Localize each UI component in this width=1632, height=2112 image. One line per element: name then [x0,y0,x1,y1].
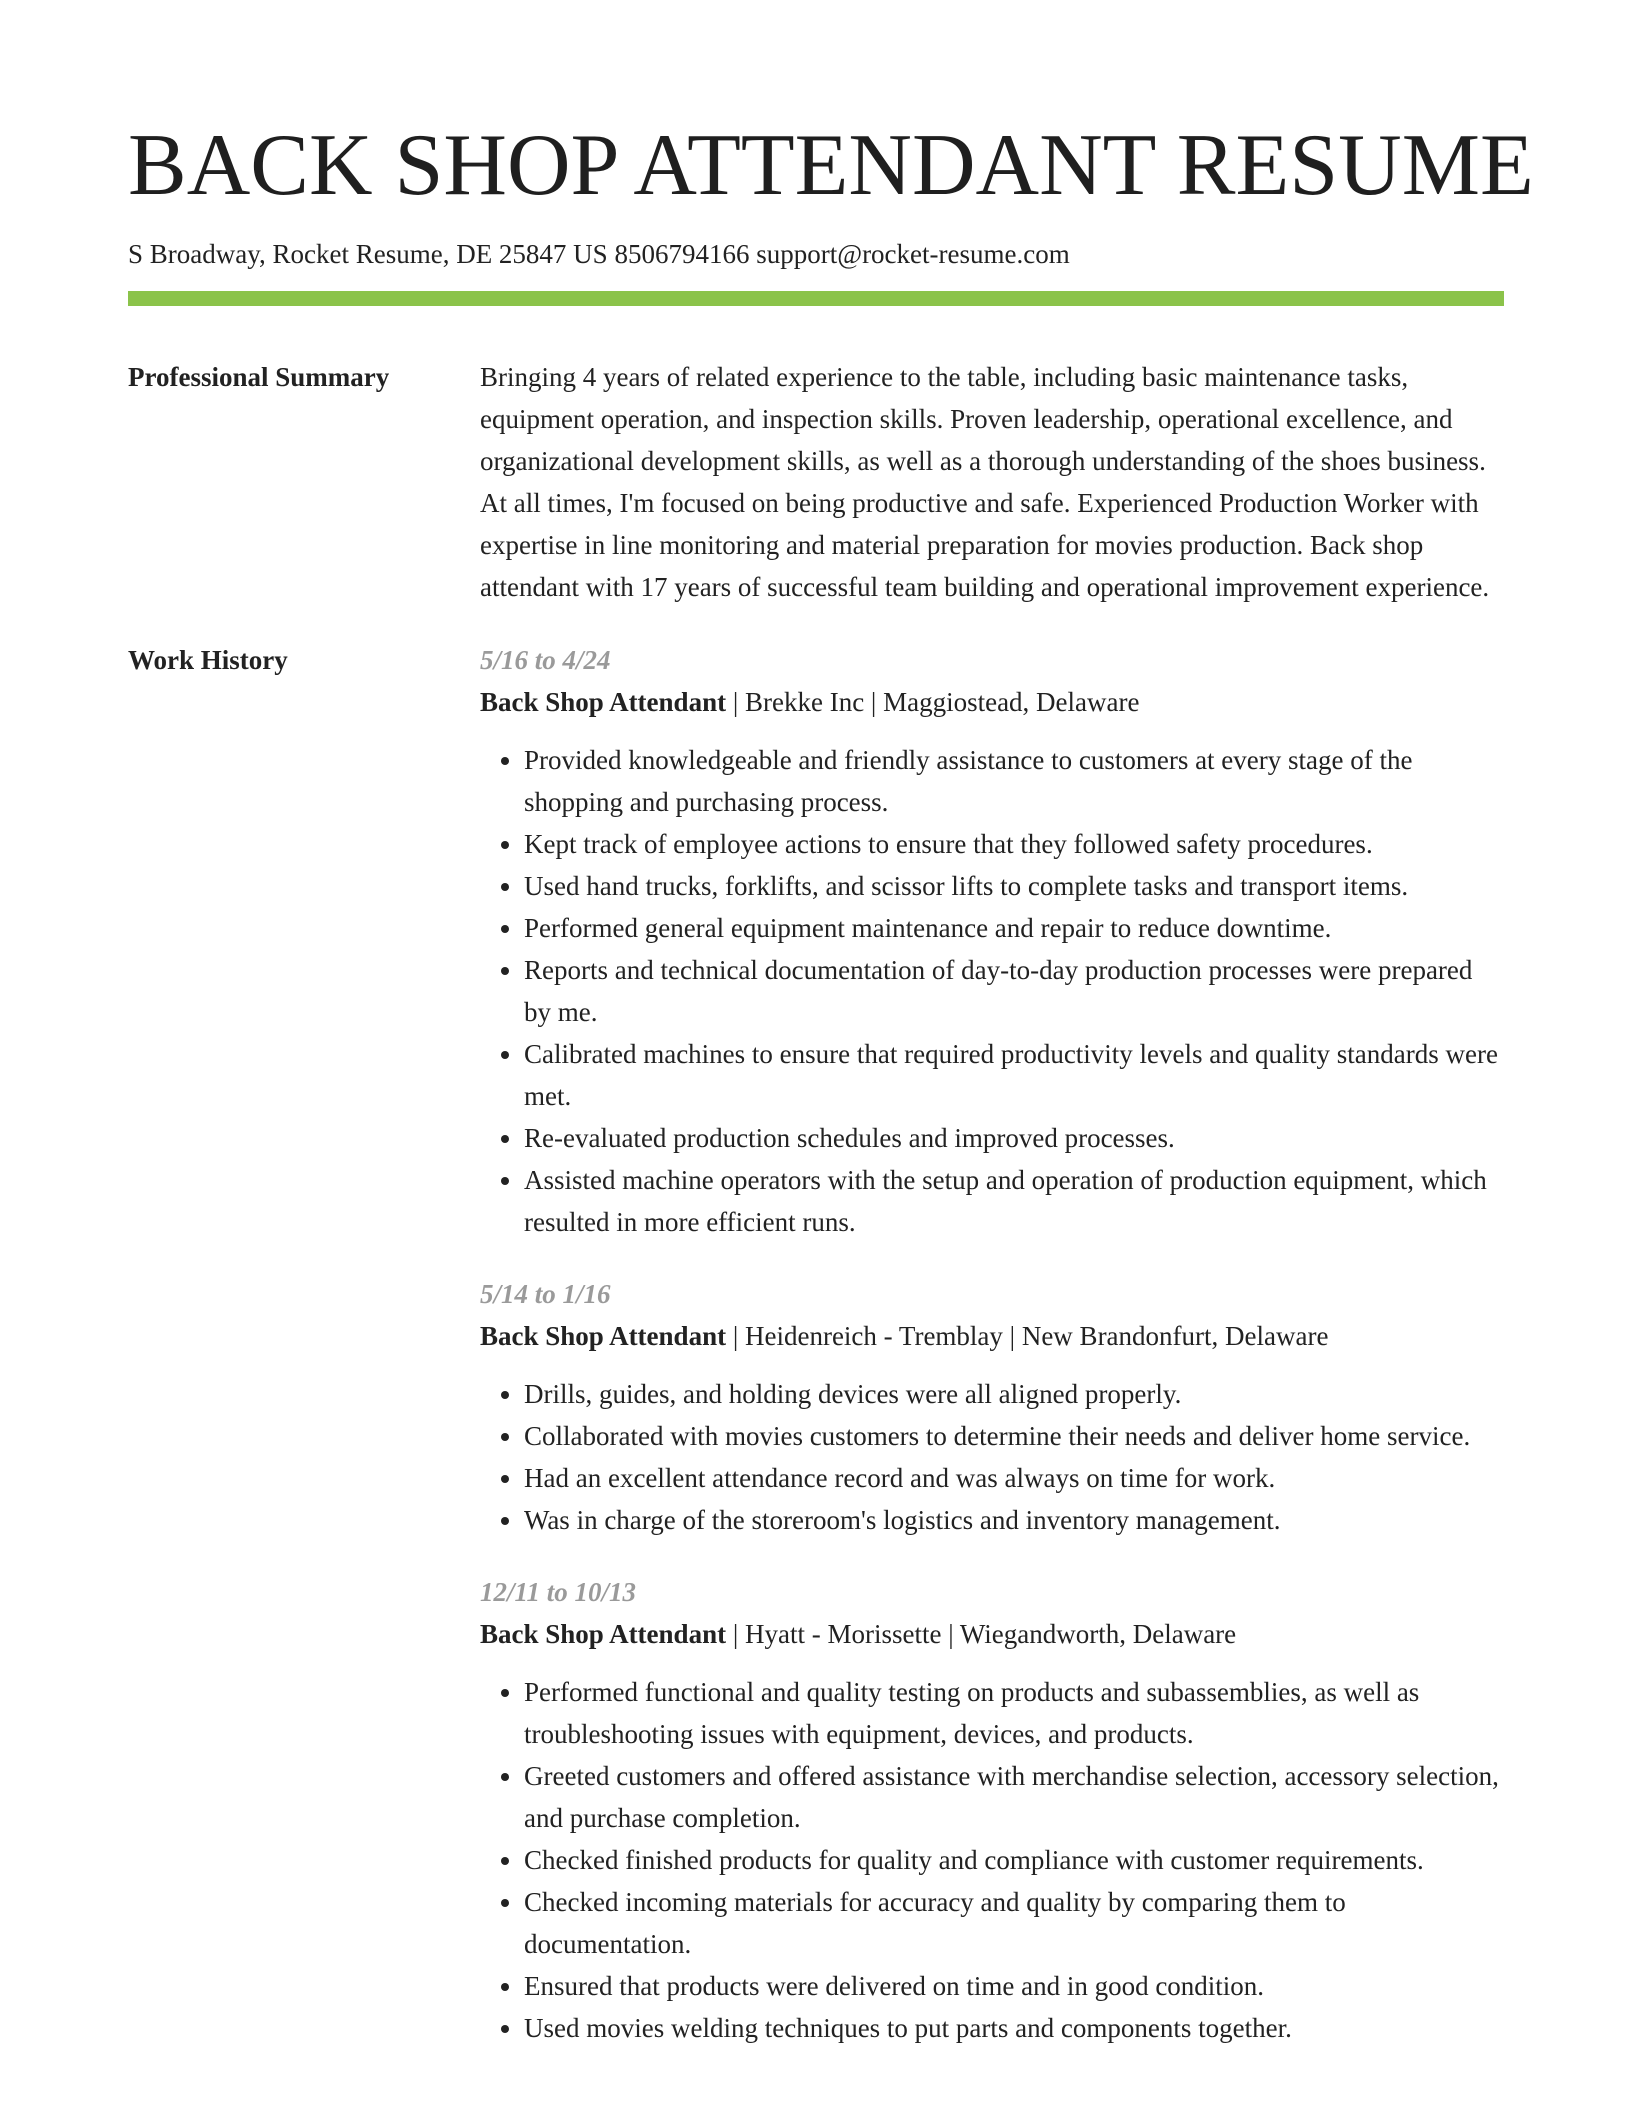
job-entry [480,1571,1504,2049]
duty-item: • Ensured that products were delivered on time and in good condition. [524,1965,1504,2007]
duty-list [480,1671,1504,2049]
job-entry [480,639,1504,1243]
duty-item: • Assisted machine operators with the setup and operation of production equipment, which resulted in more efficient runs. [524,1159,1504,1243]
job-title: Back Shop Attendant [480,1321,727,1352]
duty-item: • Collaborated with movies customers to determine their needs and deliver home service. [524,1415,1504,1457]
header-divider [128,291,1504,306]
job-header [480,1613,1504,1655]
summary-text: Bringing 4 years of related experience to the table, including basic maintenance tasks, equipment operation, and inspection skills. Proven leadership, operational excellence, and organizational development skills, as well as a thorough understanding of the shoes business. At all times, I'm focused on being productive and safe. Experienced Production Worker with expertise in line monitoring and material preparation for movies production. Back shop attendant with 17 years of successful team building and operational improvement experience. [480,362,1490,603]
duty-item: • Performed functional and quality testing on products and subassemblies, as well as troubleshooting issues with equipment, devices, and products. [524,1671,1504,1755]
duty-item: • Kept track of employee actions to ensure that they followed safety procedures. [524,823,1504,865]
summary-body [480,356,1504,608]
duty-item: • Calibrated machines to ensure that required productivity levels and quality standards were met. [524,1033,1504,1117]
job-title: Back Shop Attendant [480,1619,727,1650]
resume-page [128,0,1534,2079]
work-history-label: Work History [128,645,288,676]
work-history-section [128,639,1504,2079]
duty-item: • Was in charge of the storeroom's logistics and inventory management. [524,1499,1504,1541]
job-dates: 5/16 to 4/24 [480,645,611,676]
duty-item: • Re-evaluated production schedules and improved processes. [524,1117,1504,1159]
duty-item: • Checked finished products for quality and compliance with customer requirements. [524,1839,1504,1881]
contact-line: S Broadway, Rocket Resume, DE 25847 US 8506794166 support@rocket-resume.com [128,239,1070,269]
duty-list [480,1373,1504,1541]
duty-item: • Had an excellent attendance record and was always on time for work. [524,1457,1504,1499]
job-details: | Hyatt - Morissette | Wiegandworth, Delaware [726,1619,1237,1650]
duty-item: • Provided knowledgeable and friendly assistance to customers at every stage of the shopping and purchasing process. [524,739,1504,823]
job-dates: 5/14 to 1/16 [480,1279,611,1310]
job-entry [480,1273,1504,1541]
duty-item: • Reports and technical documentation of day-to-day production processes were prepared by me. [524,949,1504,1033]
resume-title: BACK SHOP ATTENDANT RESUME [128,117,1534,214]
job-header [480,681,1504,723]
duty-item: • Performed general equipment maintenance and repair to reduce downtime. [524,907,1504,949]
duty-item: • Drills, guides, and holding devices were all aligned properly. [524,1373,1504,1415]
job-details: | Heidenreich - Tremblay | New Brandonfurt, Delaware [726,1321,1329,1352]
job-dates: 12/11 to 10/13 [480,1577,637,1608]
duty-list [480,739,1504,1243]
duty-item: • Used hand trucks, forklifts, and scissor lifts to complete tasks and transport items. [524,865,1504,907]
duty-item: • Used movies welding techniques to put parts and components together. [524,2007,1504,2049]
work-history-body [480,639,1504,2079]
duty-item: • Checked incoming materials for accuracy and quality by comparing them to documentation. [524,1881,1504,1965]
summary-label: Professional Summary [128,362,390,393]
duty-item: • Greeted customers and offered assistance with merchandise selection, accessory selection, and purchase completion. [524,1755,1504,1839]
job-header [480,1315,1504,1357]
job-details: | Brekke Inc | Maggiostead, Delaware [726,687,1140,718]
summary-section [128,356,1504,608]
job-title: Back Shop Attendant [480,687,727,718]
